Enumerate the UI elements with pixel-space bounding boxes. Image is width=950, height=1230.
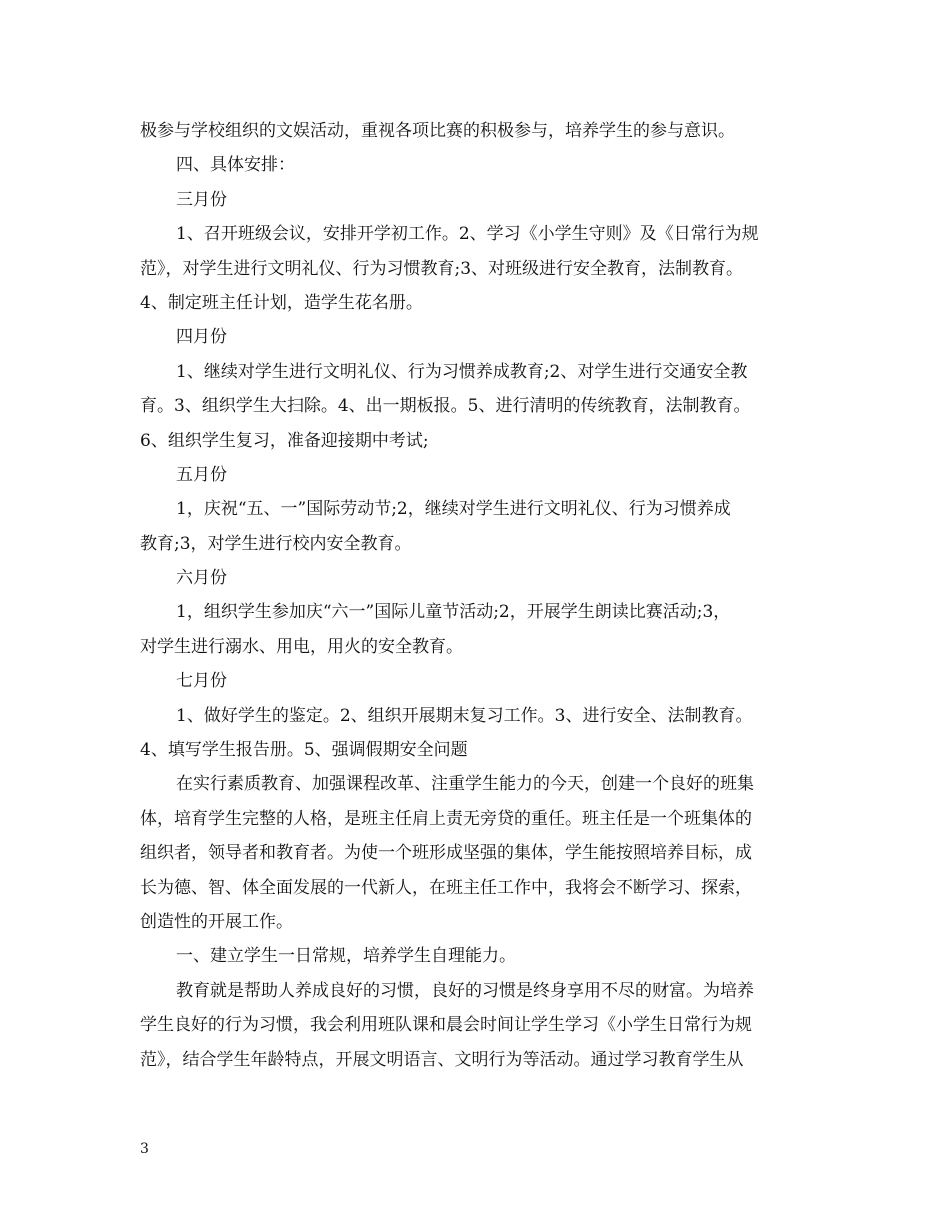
text-line: 1、召开班级会议，安排开学初工作。2、学习《小学生守则》及《日常行为规 [176,224,759,245]
text-line: 四、具体安排： [176,155,295,176]
text-line: 1，庆祝“五、一”国际劳动节;2，继续对学生进行文明礼仪、行为习惯养成 [176,499,731,520]
text-line: 组织者，领导者和教育者。为使一个班形成坚强的集体，学生能按照培养目标，成 [140,843,752,864]
text-line: 五月份 [176,464,227,485]
text-line: 4、制定班主任计划，造学生花名册。 [140,292,423,313]
text-line: 创造性的开展工作。 [140,911,293,932]
text-line: 教育;3，对学生进行校内安全教育。 [140,533,412,554]
text-line: 七月份 [176,671,227,692]
text-line: 一、建立学生一日常规，培养学生自理能力。 [176,946,516,967]
text-line: 6、组织学生复习，准备迎接期中考试; [140,430,429,451]
text-line: 四月份 [176,327,227,348]
text-line: 1，组织学生参加庆“六一”国际儿童节活动;2，开展学生朗读比赛活动;3， [176,602,731,623]
text-line: 1、继续对学生进行文明礼仪、行为习惯养成教育;2、对学生进行交通安全教 [176,361,748,382]
text-line: 极参与学校组织的文娱活动，重视各项比赛的积极参与，培养学生的参与意识。 [140,121,735,141]
text-line: 教育就是帮助人养成良好的习惯，良好的习惯是终身享用不尽的财富。为培养 [176,980,754,1001]
text-line: 体，培育学生完整的人格，是班主任肩上责无旁贷的重任。班主任是一个班集体的 [140,808,752,829]
text-line: 范》，结合学生年龄特点，开展文明语言、文明行为等活动。通过学习教育学生从 [140,1049,744,1070]
text-line: 对学生进行溺水、用电，用火的安全教育。 [140,636,463,657]
text-line: 三月份 [176,189,227,210]
text-line: 在实行素质教育、加强课程改革、注重学生能力的今天，创建一个良好的班集 [176,774,754,795]
text-line: 范》，对学生进行文明礼仪、行为习惯教育;3、对班级进行安全教育，法制教育。 [140,258,744,279]
text-line: 长为德、智、体全面发展的一代新人，在班主任工作中，我将会不断学习、探索， [140,877,752,898]
text-line: 4、填写学生报告册。5、强调假期安全问题 [140,740,468,761]
document-body [140,114,830,1077]
text-line: 学生良好的行为习惯，我会利用班队课和晨会时间让学生学习《小学生日常行为规 [140,1015,752,1036]
text-line: 育。3、组织学生大扫除。4、出一期板报。5、进行清明的传统教育，法制教育。 [140,396,751,417]
text-line: 1、做好学生的鉴定。2、组织开展期末复习工作。3、进行安全、法制教育。 [176,705,753,726]
text-line: 六月份 [176,568,227,589]
page-number: 3 [140,1141,149,1157]
